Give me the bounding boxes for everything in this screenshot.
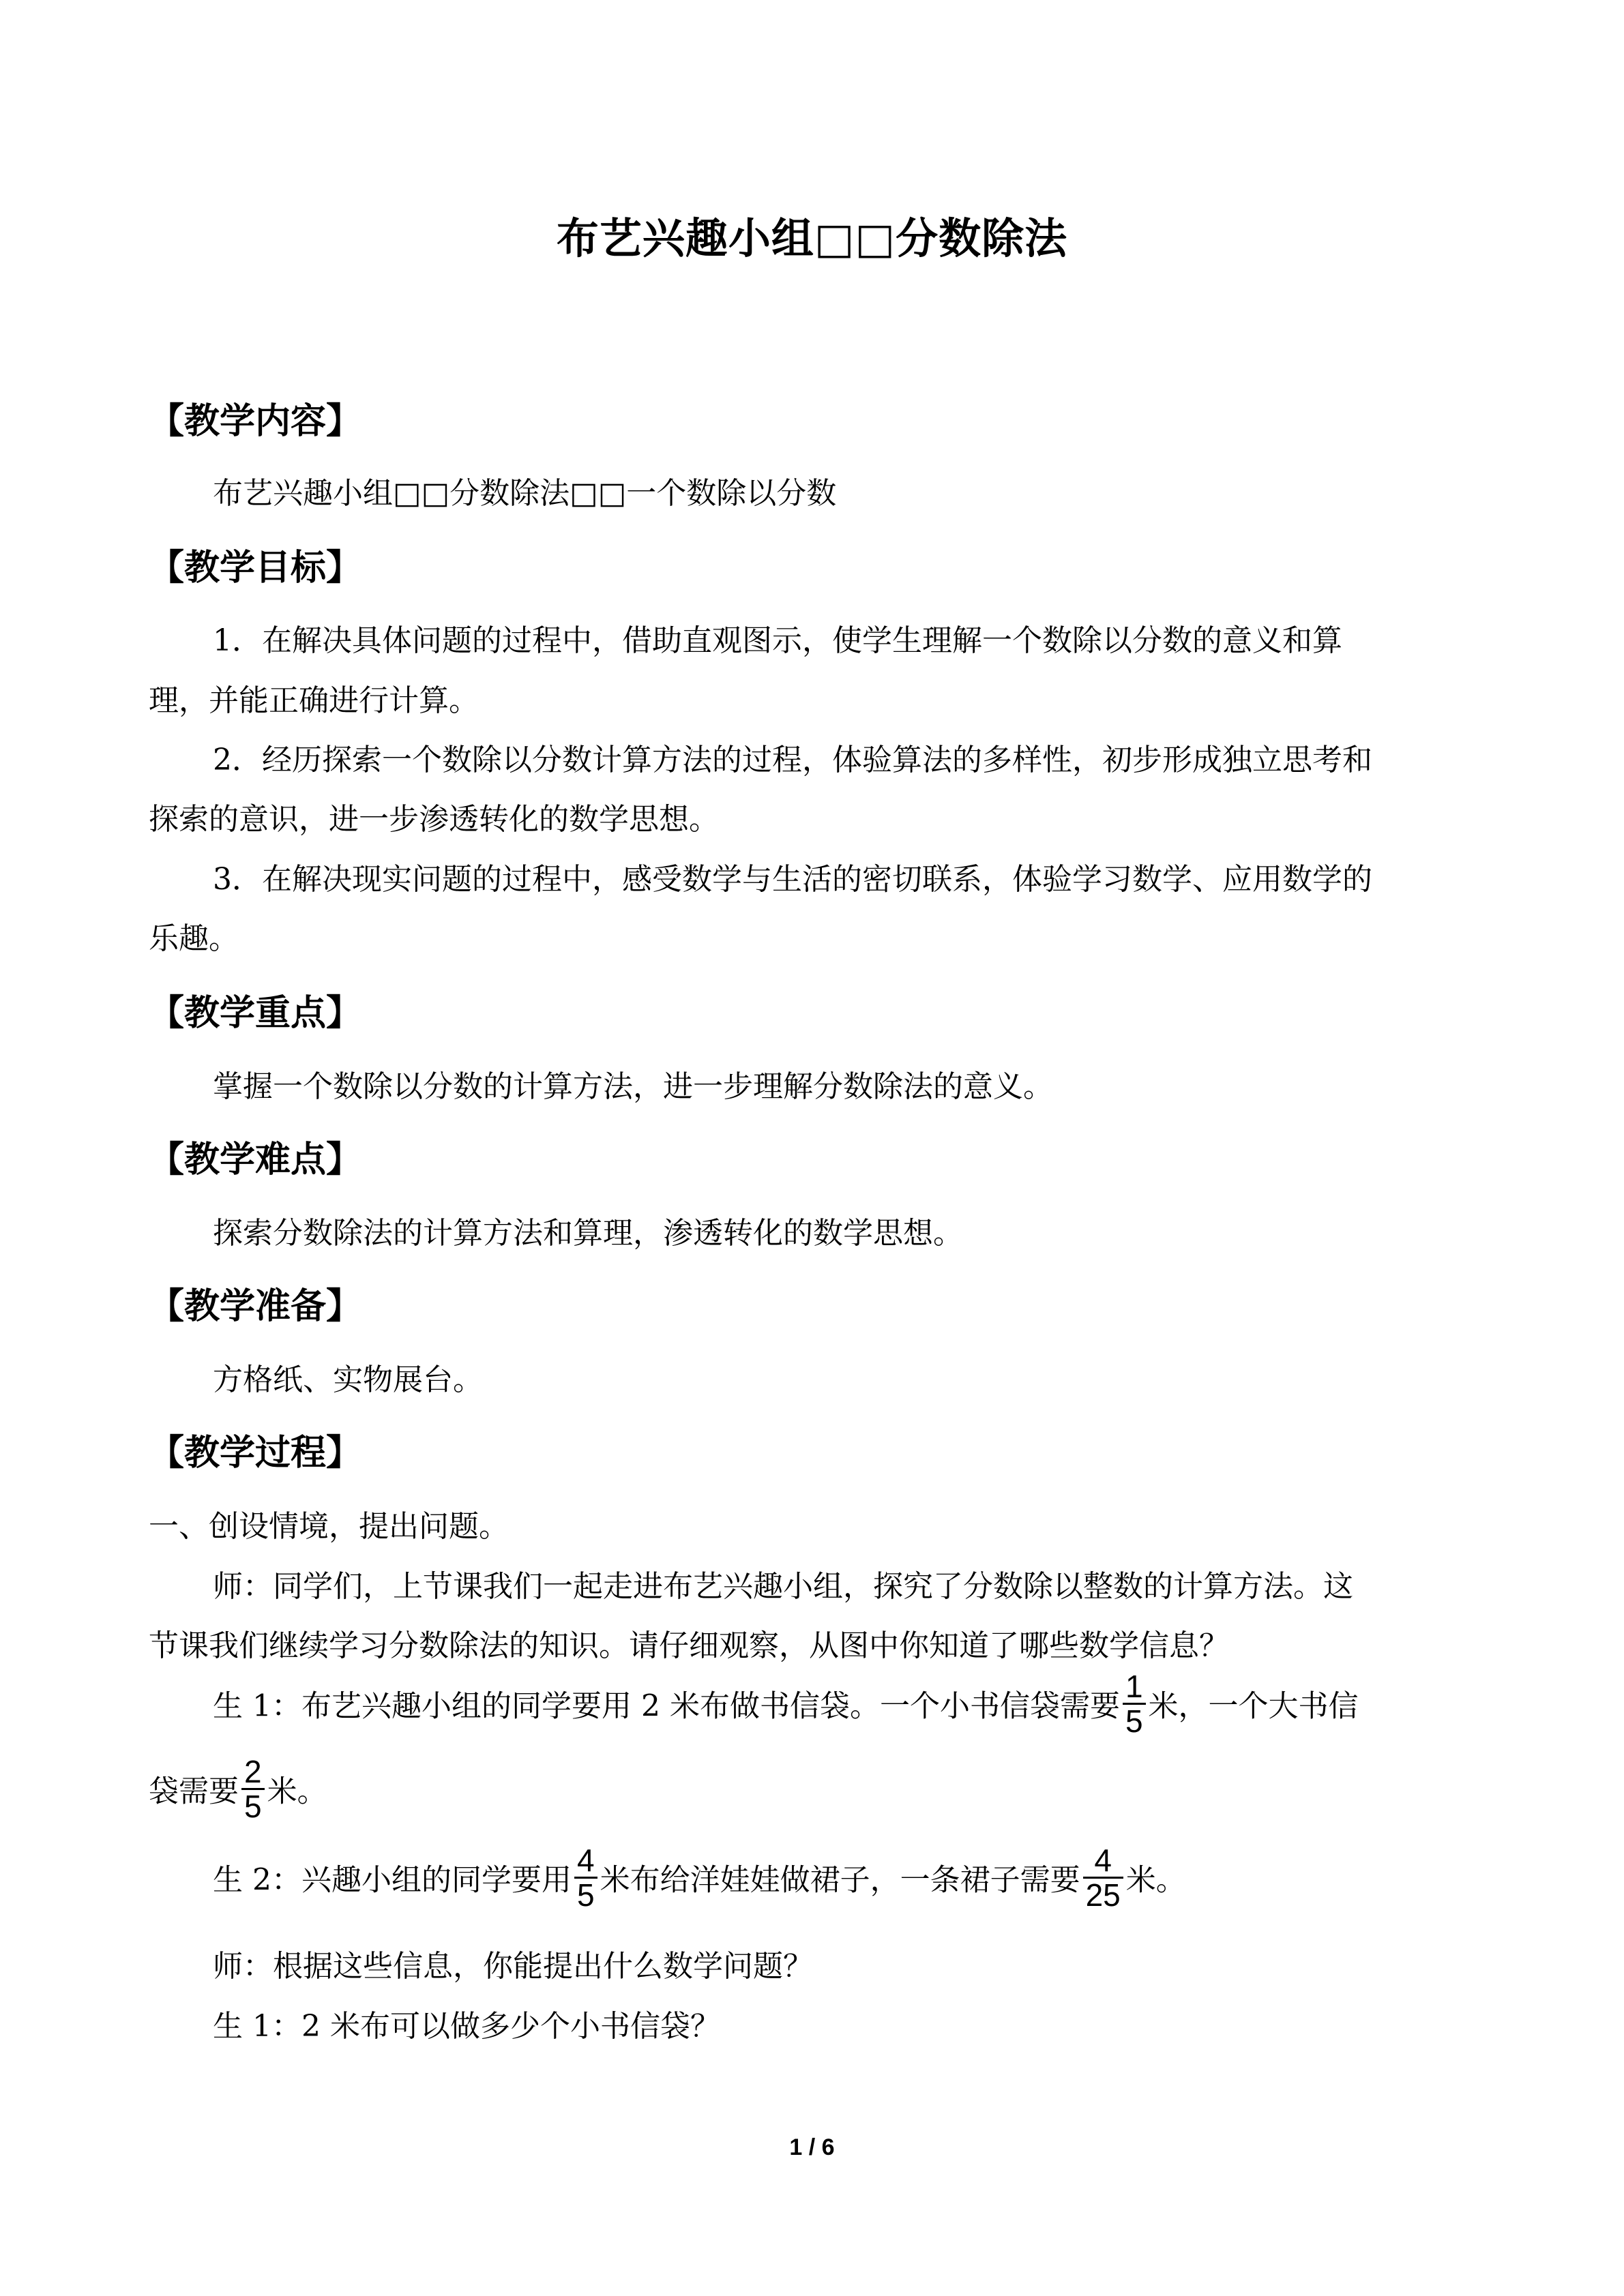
goal-3-line-2: 乐趣。 (149, 921, 239, 956)
student-1-text-b: 米，一个大书信 (1148, 1688, 1359, 1724)
fraction-four-fifths (574, 1844, 597, 1912)
section-heading-goals: 【教学目标】 (149, 547, 362, 588)
student-2-text-a: 生 2：兴趣小组的同学要用 (213, 1862, 572, 1898)
student-1-line-2 (149, 1754, 327, 1828)
fraction-numerator: 2 (244, 1754, 262, 1789)
section-heading-content: 【教学内容】 (149, 400, 362, 442)
section-heading-key-point: 【教学重点】 (149, 992, 362, 1034)
fraction-denominator: 5 (574, 1877, 597, 1911)
fraction-denominator: 5 (241, 1788, 265, 1823)
fraction-two-fifths (241, 1755, 265, 1823)
goal-1-line-2: 理，并能正确进行计算。 (149, 683, 479, 718)
student-1-question: 生 1：2 米布可以做多少个小书信袋？ (213, 2009, 720, 2044)
section-heading-preparation: 【教学准备】 (149, 1285, 362, 1327)
step-1-title: 一、创设情境，提出问题。 (149, 1509, 509, 1544)
student-1-text-c: 袋需要 (149, 1774, 239, 1809)
goal-3-line-1: 3．在解决现实问题的过程中，感受数学与生活的密切联系，体验学习数学、应用数学的 (213, 862, 1372, 897)
preparation-text: 方格纸、实物展台。 (213, 1362, 483, 1397)
student-2-text-c: 米。 (1125, 1862, 1186, 1898)
fraction-numerator: 4 (1094, 1843, 1112, 1878)
goal-2-line-2: 探索的意识，进一步渗透转化的数学思想。 (149, 802, 719, 837)
goal-1-line-1: 1．在解决具体问题的过程中，借助直观图示，使学生理解一个数除以分数的意义和算 (213, 623, 1342, 658)
difficulty-text: 探索分数除法的计算方法和算理，渗透转化的数学思想。 (213, 1216, 963, 1251)
student-1-text-d: 米。 (267, 1774, 327, 1809)
section-heading-difficulty: 【教学难点】 (149, 1139, 362, 1180)
fraction-one-fifth (1123, 1670, 1146, 1738)
student-2-text-b: 米布给洋娃娃做裙子，一条裙子需要 (600, 1862, 1080, 1898)
key-point-text: 掌握一个数除以分数的计算方法，进一步理解分数除法的意义。 (213, 1069, 1053, 1104)
fraction-four-twentyfifths (1083, 1844, 1123, 1912)
fraction-denominator: 5 (1123, 1703, 1146, 1738)
teacher-line-2: 节课我们继续学习分数除法的知识。请仔细观察，从图中你知道了哪些数学信息？ (149, 1628, 1229, 1663)
teacher-line-1: 师：同学们，上节课我们一起走进布艺兴趣小组，探究了分数除以整数的计算方法。这 (213, 1569, 1353, 1604)
teacher-question: 师：根据这些信息，你能提出什么数学问题？ (213, 1949, 813, 1984)
fraction-numerator: 4 (576, 1843, 595, 1878)
content-text: 布艺兴趣小组□□分数除法□□一个数除以分数 (213, 476, 837, 511)
student-1-line-1 (213, 1669, 1359, 1742)
goal-2-line-1: 2．经历探索一个数除以分数计算方法的过程，体验算法的多样性，初步形成独立思考和 (213, 743, 1372, 777)
student-1-text-a: 生 1：布艺兴趣小组的同学要用 2 米布做书信袋。一个小书信袋需要 (213, 1688, 1120, 1724)
fraction-denominator: 25 (1083, 1877, 1123, 1911)
fraction-numerator: 1 (1125, 1669, 1143, 1704)
section-heading-process: 【教学过程】 (149, 1432, 362, 1474)
document-title: 布艺兴趣小组□□分数除法 (556, 213, 1068, 263)
page-number: 1 / 6 (789, 2134, 835, 2160)
student-2-line (213, 1843, 1186, 1916)
